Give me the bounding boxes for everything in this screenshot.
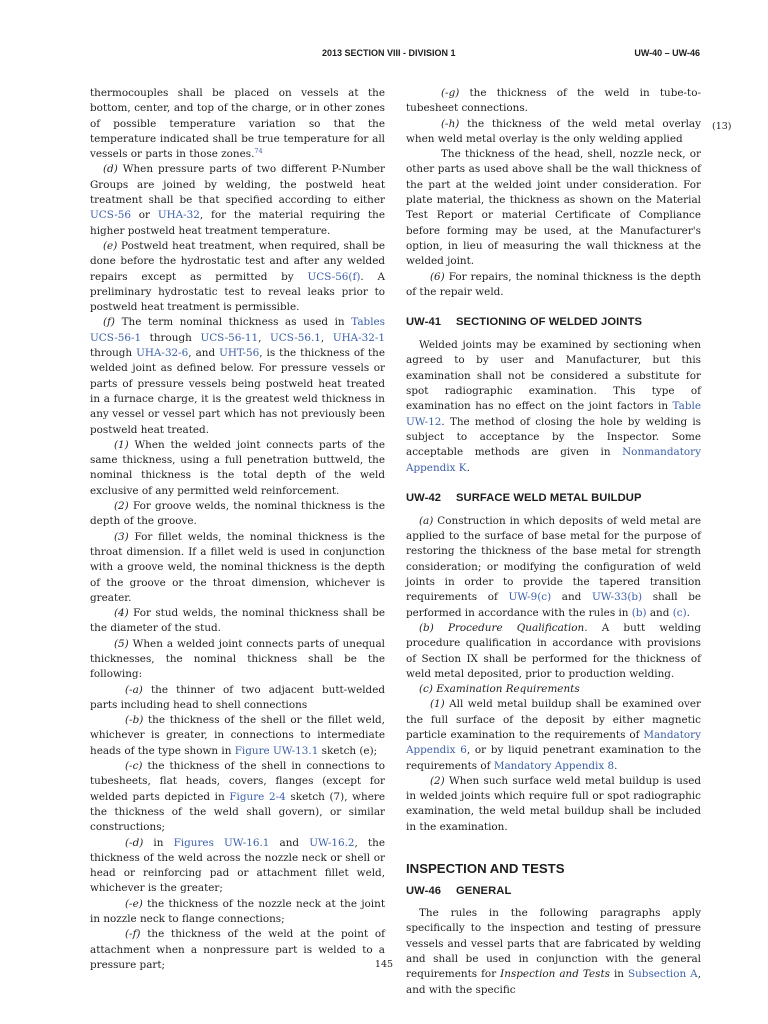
para-42c1: (1) All weld metal buildup shall be examined over the full surface of the deposit by either magnetic particle examination to the requirements of Mandatory Appendix 6, or by liquid penetrant examination to the requirements of Mandatory Appendix 8.: [406, 698, 701, 772]
para-42a: (a) Construction in which deposits of weld metal are applied to the surface of base metal for the purpose of restoring the thickness of the base metal for strength consideration; or modifying the configuration of weld joints in order to provide the tapered transition requirements of UW-9(c) and UW-33(b) shall be performed in accordance with the rules in (b) and (c).: [406, 514, 701, 619]
link-uw-9c[interactable]: UW-9(c): [508, 591, 552, 604]
thickness-paragraph: The thickness of the head, shell, nozzle neck, or other parts as used above shall be the wall thickness of the part at the welded joint under consideration. For plate material, the thickness as shown on the Material Test Report or material Certificate of Compliance before forming may be used, at the Manufacturer's option, in lieu of measuring the wall thickness at the welded joint.: [406, 148, 701, 268]
para-f5b: (-b) the thickness of the shell or the fillet weld, whichever is greater, in connections to intermediate heads of the type shown in Figure UW-13.1 sketch (e);: [90, 714, 385, 757]
para-42c: (c) Examination Requirements: [419, 683, 580, 696]
para-d: (d) When pressure parts of two different P-Number Groups are joined by welding, the postweld heat treatment shall be that specified according to either UCS-56 or UHA-32, for the material requiring the higher postweld heat treatment temperature.: [90, 163, 385, 237]
revision-mark: (13): [712, 121, 732, 132]
link-figure-uw-13-1[interactable]: Figure UW-13.1: [234, 744, 319, 757]
para-f2: (2) For groove welds, the nominal thickness is the depth of the groove.: [90, 500, 385, 528]
link-ucs-56-11[interactable]: UCS-56-11: [200, 331, 259, 344]
para-f1: (1) When the welded joint connects parts of the same thickness, using a full penetration buttweld, the nominal thickness is the total depth of the weld exclusive of any permitted weld reinforcement.: [90, 438, 385, 497]
link-tables-ucs-56-1[interactable]: Tables UCS-56-1: [90, 316, 385, 344]
link-table-uw-12[interactable]: Table UW-12: [406, 400, 701, 428]
para-f3: (3) For fillet welds, the nominal thickness is the throat dimension. If a fillet weld is used in conjunction with a groove weld, the nominal thickness is the depth of the groove or the throat dimension, whichever is greater.: [90, 530, 385, 604]
para-f5e: (-e) the thickness of the nozzle neck at the joint in nozzle neck to flange connections;: [90, 897, 385, 926]
link-ucs-56[interactable]: UCS-56: [90, 209, 131, 222]
link-nonmandatory-appendix-k[interactable]: Nonmandatory Appendix K: [406, 446, 701, 474]
link-uha-32-6[interactable]: UHA-32-6: [136, 347, 189, 360]
para-e: (e) Postweld heat treatment, when required, shall be done before the hydrostatic test and after any welded repairs except as permitted by UCS-56(f). A preliminary hydrostatic test to reveal leaks prior to postweld heat treatment is permissible.: [90, 239, 385, 314]
para-f5a: (-a) the thinner of two adjacent butt-welded parts including head to shell connections: [90, 683, 385, 711]
footnote-ref[interactable]: 74: [254, 147, 263, 156]
header-paragraph-range: UW-40 – UW-46: [634, 48, 700, 58]
uw-46-body: The rules in the following paragraphs apply specifically to the inspection and testing of pressure vessels and vessel parts that are fabricated by welding and shall be used in conjunction with the general requirements for Inspection and Tests in Subsection A, and with the specific: [406, 907, 701, 996]
link-uht-56[interactable]: UHT-56: [219, 347, 260, 360]
header-section-title: 2013 SECTION VIII - DIVISION 1: [322, 48, 456, 58]
link-uw-16-2[interactable]: UW-16.2: [309, 836, 355, 849]
heading-uw-41: UW-41 SECTIONING OF WELDED JOINTS: [406, 316, 643, 329]
para-f4: (4) For stud welds, the nominal thickness shall be the diameter of the stud.: [90, 607, 385, 635]
para-f5f: (-f) the thickness of the weld at the point of attachment when a nonpressure part is welded to a pressure part;: [90, 928, 385, 971]
link-para-b[interactable]: (b): [631, 606, 647, 619]
link-mandatory-appendix-6[interactable]: Mandatory Appendix 6: [406, 728, 701, 757]
para-f5c: (-c) the thickness of the shell in connections to tubesheets, flat heads, covers, flanges (except for welded parts depicted in Figure 2-4 sketch (7), where the thickness of the weld shall govern), or similar constructions;: [90, 760, 386, 834]
right-column: [406, 86, 701, 998]
heading-uw-42: UW-42 SURFACE WELD METAL BUILDUP: [406, 491, 642, 504]
uw-41-body: Welded joints may be examined by sectioning when agreed to by user and Manufacturer, but this examination shall not be considered a substitute for spot radiographic examination. This type of examination has no effect on the joint factors in Table UW-12. The method of closing the hole by welding is subject to acceptance by the Inspector. Some acceptable methods are given in Nonmandatory Appendix K.: [406, 339, 701, 474]
link-uha-32[interactable]: UHA-32: [157, 209, 200, 222]
para-42b: (b) Procedure Qualification. A butt welding procedure qualification in accordance with provisions of Section IX shall be performed for the thickness of weld metal deposited, prior to production welding.: [406, 621, 702, 680]
link-subsection-a[interactable]: Subsection A: [627, 968, 698, 981]
para-f6: (6) For repairs, the nominal thickness is the depth of the repair weld.: [406, 270, 701, 298]
link-uw-33b[interactable]: UW-33(b): [591, 591, 643, 604]
left-column: [90, 86, 385, 973]
link-ucs-56f[interactable]: UCS-56(f): [307, 270, 361, 283]
page-number: 145: [374, 959, 394, 970]
para-f5d: (-d) in Figures UW-16.1 and UW-16.2, the thickness of the weld across the nozzle neck or shell or head or reinforcing pad or attachment fillet weld, whichever is the greater;: [90, 836, 385, 895]
link-para-c[interactable]: (c): [672, 606, 687, 619]
heading-uw-46: UW-46 GENERAL: [406, 885, 512, 898]
link-mandatory-appendix-8[interactable]: Mandatory Appendix 8: [493, 759, 615, 772]
link-uha-32-1[interactable]: UHA-32-1: [332, 331, 386, 344]
section-title-inspection: INSPECTION AND TESTS: [406, 861, 565, 877]
thermocouple-paragraph: thermocouples shall be placed on vessels at the bottom, center, and top of the charge, or in other zones of possible temperature variation so that the temperature indicated shall be true temperature for all vessels or parts in those zones.$^{74}$: [90, 87, 385, 161]
para-f: (f) The term nominal thickness as used in Tables UCS-56-1 through UCS-56-11, UCS-56.1, UHA-32-1 through UHA-32-6, and UHT-56, is the thickness of the welded joint as defined below. For pressure vessels or parts of pressure vessels being postweld heat treated in a furnace charge, it is the greatest weld thickness in any vessel or vessel part which has not previously been postweld heat treated.: [90, 316, 386, 436]
para-42c2: (2) When such surface weld metal buildup is used in welded joints which require full or spot radiographic examination, the weld metal buildup shall be included in the examination.: [406, 774, 701, 833]
para-f5h: (-h) the thickness of the weld metal overlay when weld metal overlay is the only welding applied: [406, 117, 701, 145]
link-ucs-56-1[interactable]: UCS-56.1: [270, 331, 321, 344]
para-f5: (5) When a welded joint connects parts of unequal thicknesses, the nominal thickness shall be the following:: [90, 637, 385, 681]
running-header: [90, 48, 700, 62]
link-figure-2-4[interactable]: Figure 2-4: [229, 790, 286, 803]
para-f5g: (-g) the thickness of the weld in tube-to-tubesheet connections.: [406, 87, 701, 115]
link-figures-uw-16-1[interactable]: Figures UW-16.1: [173, 836, 270, 849]
